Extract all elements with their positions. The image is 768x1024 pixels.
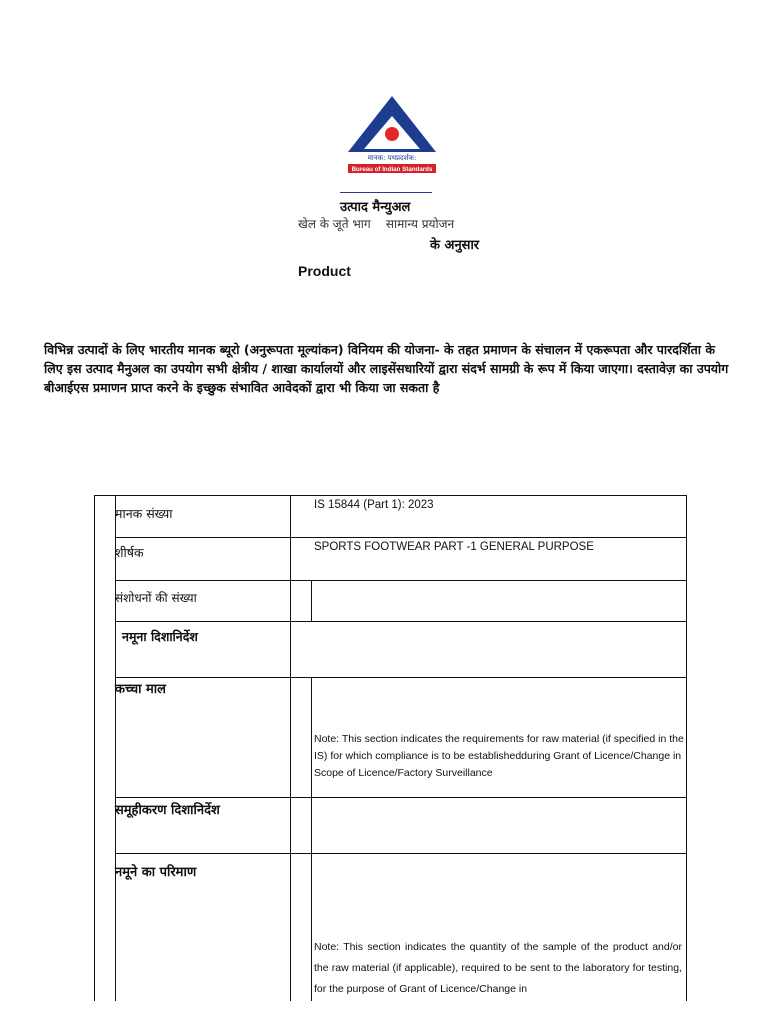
logo-divider <box>340 192 432 193</box>
document-title: उत्पाद मैन्युअल <box>340 200 411 215</box>
product-heading: Product <box>298 263 351 279</box>
amendments-label: संशोधनों की संख्या <box>115 591 197 605</box>
title-label: शीर्षक <box>115 545 144 560</box>
sample-quantity-label: नमूने का परिमाण <box>115 865 197 880</box>
standard-number-value: IS 15844 (Part 1): 2023 <box>314 499 434 511</box>
raw-material-note: Note: This section indicates the requirements for raw material (if specified in the IS) for which compliance is to be establishedduring Grant of Licence/Change in Scope of Licence/Factory Surveillance <box>314 733 684 779</box>
product-info-table <box>94 495 687 1001</box>
title-value: SPORTS FOOTWEAR PART -1 GENERAL PURPOSE <box>314 541 594 553</box>
svg-text:मानक: पथप्रदर्शक:: मानक: पथप्रदर्शक: <box>367 154 417 162</box>
grouping-guidelines-label: समूहीकरण दिशानिर्देश <box>115 803 220 818</box>
svg-text:Bureau of Indian Standards: Bureau of Indian Standards <box>351 166 433 173</box>
sample-guidelines-label: नमूना दिशानिर्देश <box>122 629 198 644</box>
document-subtitle: खेल के जूते भाग सामान्य प्रयोजन <box>298 217 455 231</box>
bis-logo-icon <box>344 94 440 176</box>
standard-number-label: मानक संख्या <box>115 506 173 521</box>
anusar-text: के अनुसार <box>430 238 480 253</box>
sample-quantity-note: Note: This section indicates the quantity of the sample of the product and/or the raw material (if applicable), required to be sent to the laboratory for testing, for the purpose of Grant of Licence/Change in <box>314 941 682 995</box>
intro-paragraph: विभिन्न उत्पादों के लिए भारतीय मानक ब्यूरो (अनुरूपता मूल्यांकन) विनियम की योजना- के तहत प्रमाणन के संचालन में एकरूपता और पारदर्शिता के लिए इस उत्पाद मैनुअल का उपयोग सभी क्षेत्रीय / शाखा कार्यालयों और लाइसेंसधारियों द्वारा संदर्भ सामग्री के रूप में किया जाएगा। दस्तावेज़ का उपयोग बीआईएस प्रमाणन प्राप्त करने के इच्छुक संभावित आवेदकों द्वारा भी किया जा सकता है <box>44 342 729 395</box>
raw-material-label: कच्चा माल <box>115 682 166 697</box>
